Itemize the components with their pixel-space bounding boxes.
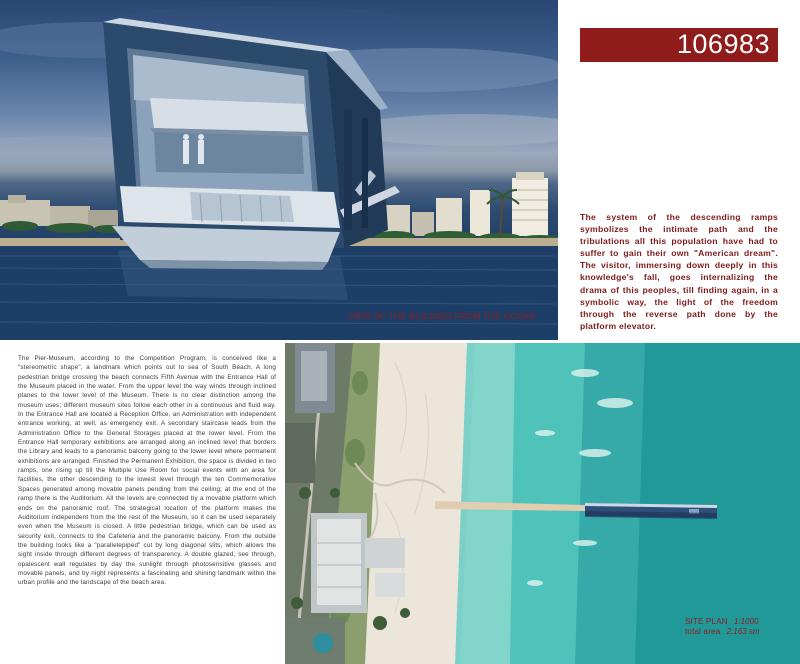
render-caption: VIEW OF THE BUILDING FROM THE OCEAN [348, 311, 536, 321]
concept-paragraph: The system of the descending ramps symbolizes the intimate path and the tribulations all this population have had to suffer to gain their own "American dream". The visitor, immersing down deeply in this knowledge's fall, goes internalizing the drama of this peoples, till finding again, in a symbolic way, the light of the freedom through the reverse path done by the platform elevator. [580, 212, 778, 331]
site-plan-aerial [285, 343, 800, 664]
total-area-label: total area [685, 627, 721, 636]
total-area-value: 2.163 sm [726, 627, 760, 636]
project-number-banner [580, 28, 778, 62]
building-render-image [0, 0, 558, 340]
render-illustration [0, 0, 558, 340]
project-number: 106983 [676, 29, 770, 59]
project-description: The Pier-Museum, according to the Competition Program, is conceived like a "stereometric shape", a landmark which points out to sea of South Beach. A long pedestrian bridge crossing the beach connects Fifth Avenue with the Entrance Hall of the Museum placed in the water. From the upper level the way winds through inclined planes to the lower level of the Museum. There is no clear distinction among the museum uses; different museum sites follow each other in a continuous and fluid way. In the Entrance Hall are located a Reception Office, an Administration with independent entrance working, at well, as emergency exit. A secondary staircase leads from the Administration Office to the General Storages placed at the lower level. From the Entrance Hall temporary exhibitions are arranged along an inclined level that borders the Library and leads to a panoramic balcony going to the lower level where permanent exhibitions are arranged. Finished the Permanent Exhibition, the space is divided in two ramps, one rising up till the Multiple Use Room for social events with an area for facilities, the other descending to the lowest level through the ten Commemorative Spaces generated among movable panels pending from the ceiling; at the end of the ramp there is the Auditorium. All the levels are connected by a movable platform which ends on the panoramic roof. The strategical location of the platform makes the Auditorium independent from the the rest of the Museum, so it can be used separately even when the Museum is closed. A little pedestrian bridge, which can be used as security exit, connects to the Cafeteria and the panoramic balcony. From the outside the building looks like a "parallelepiped" cut by long diagonal slits, which allows the sight inside through different degrees of transparency. A double glazed, see through, opalescent wall regulates by day the sunlight through photosensitive glasses and movable panels, and by night represents a fascinating and shining landmark within the urban profile and the landscape of the beach area. [18, 355, 276, 587]
site-plan-caption [685, 617, 760, 637]
site-plan-scale: 1:1000 [733, 617, 759, 626]
site-plan-label: SITE PLAN [685, 617, 728, 626]
site-plan-illustration [285, 343, 800, 664]
